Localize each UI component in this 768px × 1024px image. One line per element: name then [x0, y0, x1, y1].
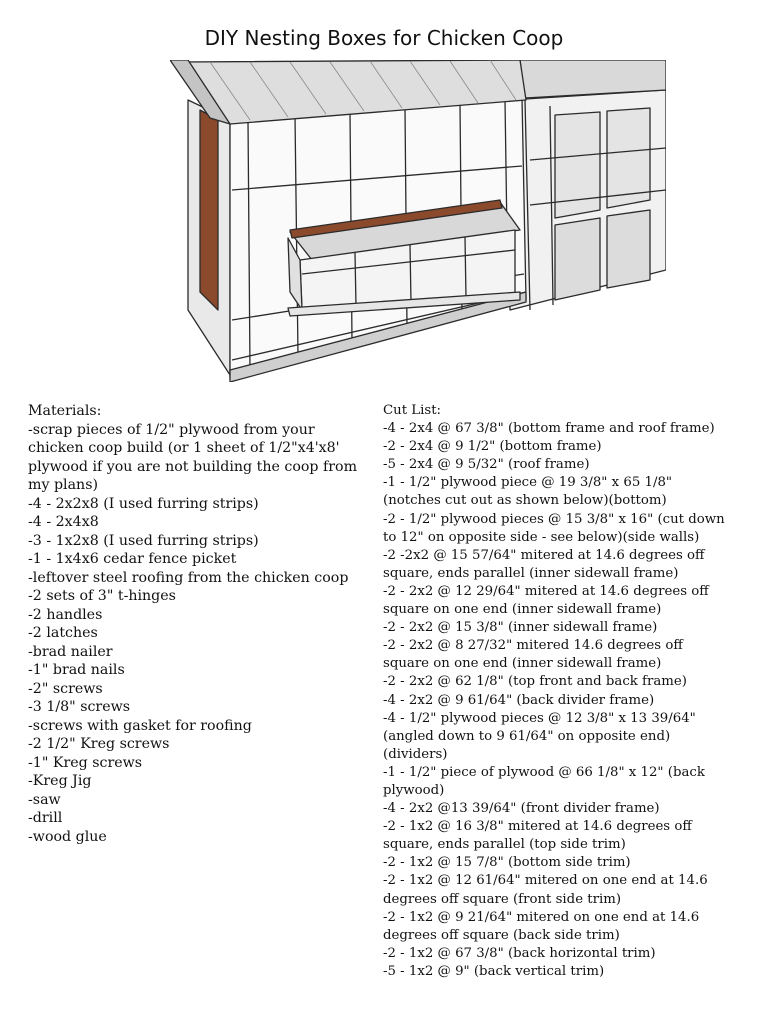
cut-list — [383, 420, 733, 981]
list-item: -4 - 2x2 @13 39/64" (front divider frame) — [383, 801, 660, 817]
list-item: -2 - 1/2" plywood pieces @ 15 3/8" x 16" (cut down to 12" on opposite side - see below)(side walls) — [383, 511, 725, 545]
list-item: -4 - 2x4x8 — [28, 514, 99, 530]
list-item: -2 - 1x2 @ 16 3/8" mitered at 14.6 degrees off square, ends parallel (top side trim) — [383, 819, 692, 853]
cut-list-heading: Cut List: — [383, 403, 442, 418]
list-item: -1 - 1x4x6 cedar fence picket — [28, 551, 237, 567]
list-item: -1 - 1/2" plywood piece @ 19 3/8" x 65 1/8" (notches cut out as shown below)(bottom) — [383, 475, 673, 509]
list-item: -2 latches — [28, 625, 98, 641]
list-item: -1" Kreg screws — [28, 754, 143, 771]
list-item: -2 -2x2 @ 15 57/64" mitered at 14.6 degrees off square, ends parallel (inner sidewall frame) — [383, 547, 705, 581]
list-item: -4 - 2x2 @ 9 61/64" (back divider frame) — [383, 692, 655, 708]
list-item: -2 - 1x2 @ 9 21/64" mitered on one end at 14.6 degrees off square (back side trim) — [383, 909, 700, 943]
list-item: -2 - 2x2 @ 12 29/64" mitered at 14.6 degrees off square on one end (inner sidewall frame) — [383, 583, 709, 618]
list-item: -wood glue — [28, 828, 107, 845]
list-item: -1" brad nails — [28, 662, 125, 678]
cut-list-section — [383, 402, 733, 981]
list-item: -2 - 1x2 @ 67 3/8" (back horizontal trim) — [383, 945, 656, 961]
list-item: -4 - 2x2x8 (I used furring strips) — [28, 495, 259, 512]
list-item: -2 - 2x2 @ 62 1/8" (top front and back frame) — [383, 674, 687, 690]
coop-illustration — [170, 60, 666, 382]
list-item: -screws with gasket for roofing — [28, 717, 252, 734]
materials-heading: Materials: — [28, 403, 102, 419]
list-item: -2 - 2x2 @ 8 27/32" mitered 14.6 degrees off square on one end (inner sidewall frame) — [383, 638, 683, 672]
list-item: -2 - 1x2 @ 15 7/8" (bottom side trim) — [383, 855, 631, 871]
list-item: -4 - 1/2" plywood pieces @ 12 3/8" x 13 39/64" (angled down to 9 61/64" on opposite end) (dividers) — [383, 710, 696, 762]
page-title: DIY Nesting Boxes for Chicken Coop — [204, 26, 564, 50]
list-item: -5 - 2x4 @ 9 5/32" (roof frame) — [383, 457, 590, 473]
list-item: -2" screws — [28, 680, 103, 697]
list-item: -2 handles — [28, 606, 103, 623]
list-item: -drill — [28, 810, 63, 826]
list-item: -2 - 1x2 @ 12 61/64" mitered on one end at 14.6 degrees off square (front side trim) — [383, 873, 708, 907]
list-item: -1 - 1/2" piece of plywood @ 66 1/8" x 12" (back plywood) — [383, 764, 705, 798]
list-item: -2 sets of 3" t-hinges — [28, 588, 176, 604]
materials-section — [28, 402, 373, 846]
list-item: -brad nailer — [28, 643, 113, 660]
list-item: -2 - 2x4 @ 9 1/2" (bottom frame) — [383, 439, 602, 455]
list-item: -scrap pieces of 1/2" plywood from your chicken coop build (or 1 sheet of 1/2"x4'x8' plywood if you are not building the coop from my plans) — [28, 421, 358, 493]
list-item: -4 - 2x4 @ 67 3/8" (bottom frame and roof frame) — [383, 421, 715, 437]
list-item: -2 - 2x2 @ 15 3/8" (inner sidewall frame) — [383, 620, 658, 636]
list-item: -2 1/2" Kreg screws — [28, 736, 170, 752]
list-item: -saw — [28, 791, 61, 808]
list-item: -3 1/8" screws — [28, 699, 131, 715]
list-item: -3 - 1x2x8 (I used furring strips) — [28, 532, 259, 549]
list-item: -leftover steel roofing from the chicken coop — [28, 569, 349, 586]
materials-list — [28, 421, 373, 847]
list-item: -5 - 1x2 @ 9" (back vertical trim) — [383, 963, 605, 979]
list-item: -Kreg Jig — [28, 773, 92, 789]
